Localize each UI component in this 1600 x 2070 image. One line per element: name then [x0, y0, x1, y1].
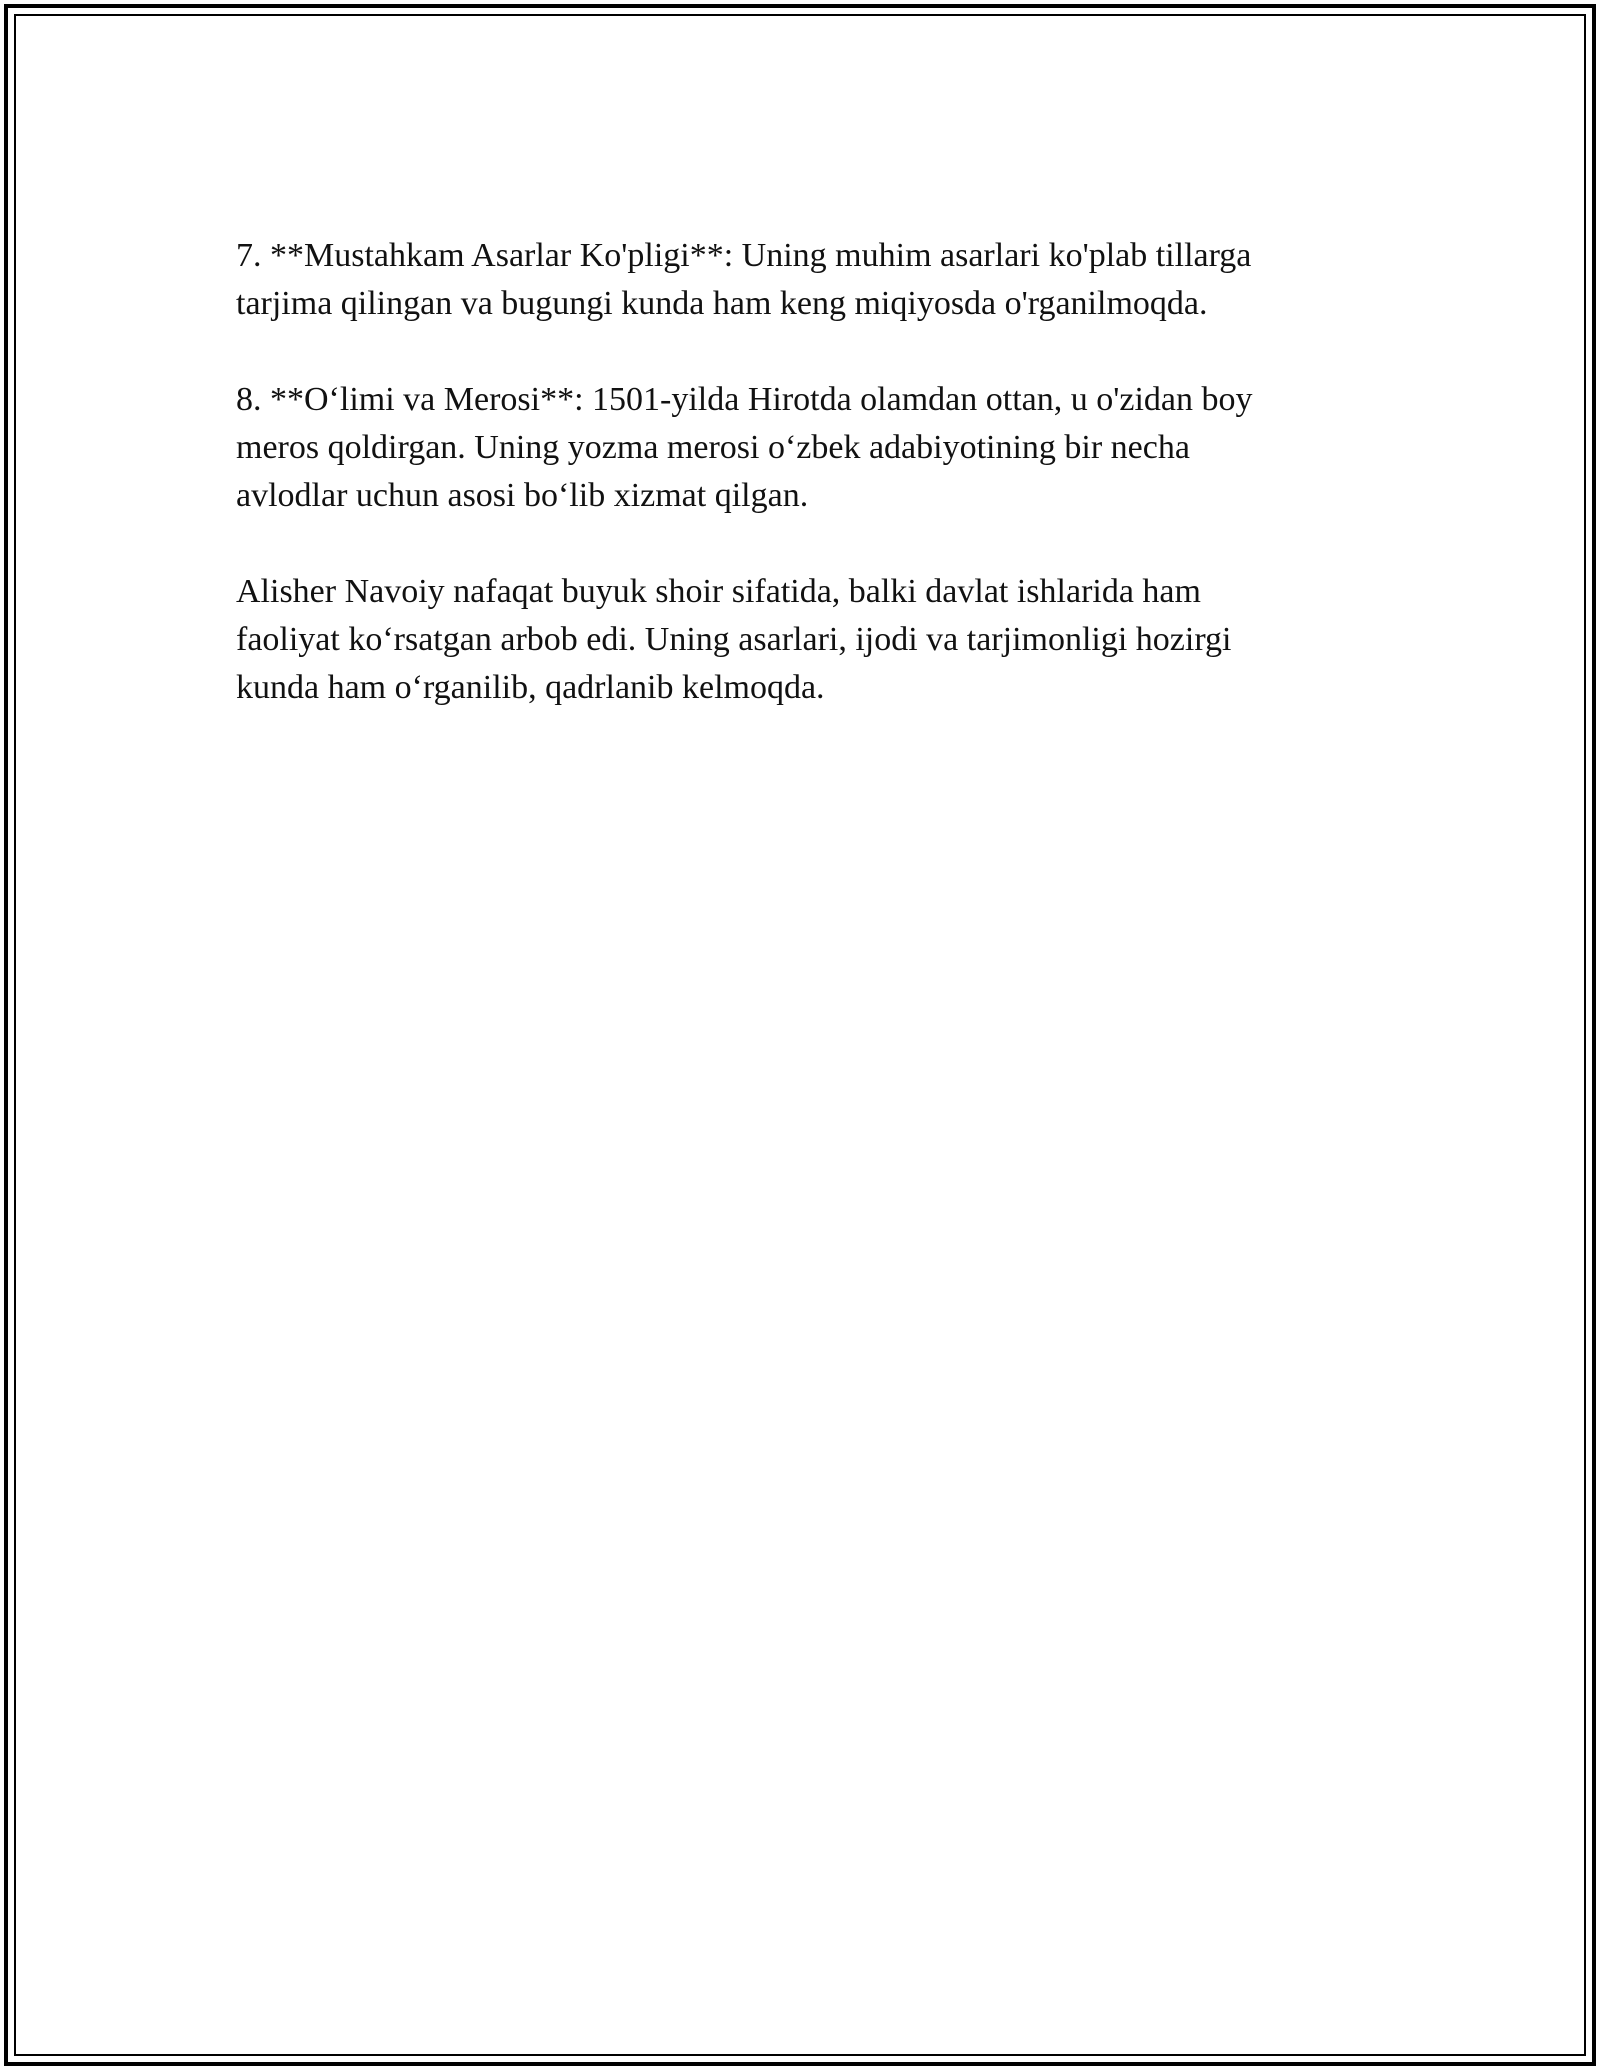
- paragraph-item-7: [236, 232, 1366, 328]
- text-line: tarjima qilingan va bugungi kunda ham keng miqiyosda o'rganilmoqda.: [236, 285, 1208, 322]
- text-line: 8. **O‘limi va Merosi**: 1501-yilda Hirotda olamdan ottan, u o'zidan boy: [236, 381, 1253, 418]
- document-body: [236, 232, 1366, 760]
- text-line: faoliyat ko‘rsatgan arbob edi. Uning asarlari, ijodi va tarjimonligi hozirgi: [236, 621, 1232, 658]
- paragraph-conclusion: [236, 568, 1366, 712]
- text-line: kunda ham o‘rganilib, qadrlanib kelmoqda.: [236, 669, 825, 706]
- text-line: avlodlar uchun asosi bo‘lib xizmat qilgan.: [236, 477, 809, 514]
- text-line: meros qoldirgan. Uning yozma merosi o‘zbek adabiyotining bir necha: [236, 429, 1190, 466]
- paragraph-item-8: [236, 376, 1366, 520]
- text-line: 7. **Mustahkam Asarlar Ko'pligi**: Uning muhim asarlari ko'plab tillarga: [236, 237, 1252, 274]
- text-line: Alisher Navoiy nafaqat buyuk shoir sifatida, balki davlat ishlarida ham: [236, 573, 1201, 610]
